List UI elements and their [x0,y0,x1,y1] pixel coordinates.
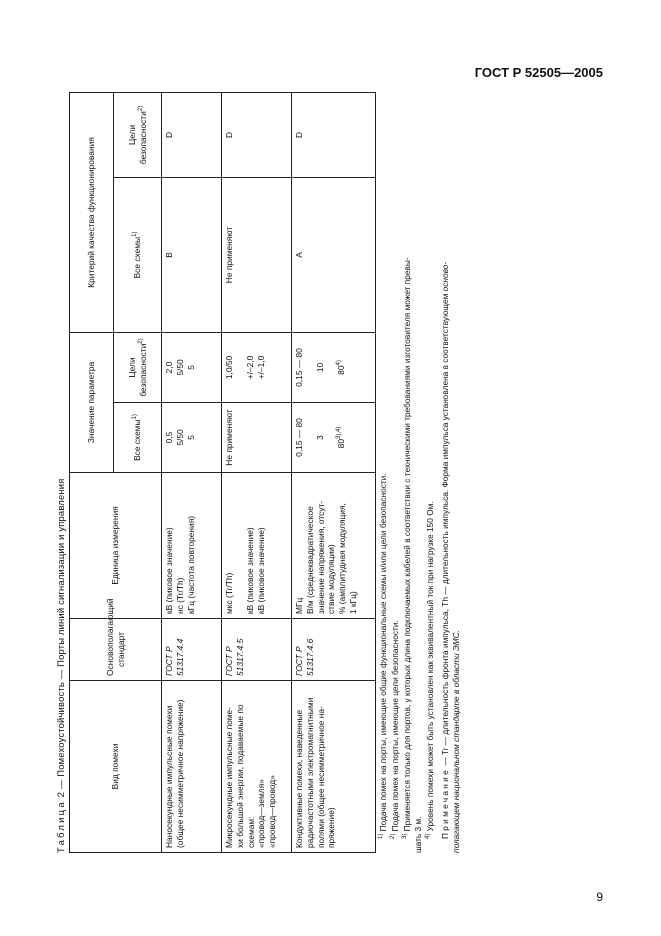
remark: Примечание — Tr — длительность фронта импульса, Th — длительность импульса. Форма импульса установлена в соответствующем осново- [440,261,450,839]
footnote-2: $^{2)}$ Подача помех на порты, имеющие цели безопасности. [389,620,400,839]
header-crit-safety: Цели безопасности$^{2)}$ [114,92,162,177]
cell-safety-values: 1,0/50 +/–2,0 +/–1,0 [222,332,292,402]
cell-crit-safety: D [292,92,376,177]
cell-all-values: Не применяют [222,403,292,473]
cell-units: мкс (Tr/Th) кВ (пиковое значение) кВ (пиковое значение) [222,473,292,619]
cell-type: Микросекундные импульсные поме- хи большой энергии, подаваемые по схемам: «провод—земля» «провод—провод» [222,681,292,853]
footnote-4: $^{4)}$ Уровень помехи может быть установлен как эквивалентный ток при нагрузке 150 Ом. [424,501,435,839]
cell-safety-values: 0,15 — 80 10 80$^{4)}$ [292,332,376,402]
cell-crit-safety: D [162,92,222,177]
cell-units: МГц В/м (среднеквадратическое значение напряжения, отсут- ствие модуляции) % (амплитудная модуляция, 1 кГц) [292,473,376,619]
remark-cont: полагающем национальном стандарте в области ЭМС. [451,630,462,853]
footnote-1: $^{1)}$ Подача помех на порты, имеющие общие функциональные схемы и/или цели безопасности. [377,473,388,839]
cell-all-values: 0,15 — 80 3 $80^{3),4)}$ [292,403,376,473]
cell-crit-all: B [162,177,222,332]
table-content [55,93,501,853]
cell-standard: ГОСТ Р 51317.4.6 [292,619,376,681]
cell-all-values: 0,5 5/50 5 [162,403,222,473]
table-row [292,92,376,852]
cell-type: Наносекундные импульсные помехи (общее несимметричное напряжение) [162,681,222,853]
header-criterion-group: Критерий качества функционирования [70,92,114,332]
immunity-table [69,92,376,853]
header-standard: Основополагающий стандарт [70,619,162,681]
footnote-3: $^{3)}$ Применяется только для портов, у которых длина подключаемых кабелей в соответствии с техническими требованиями изготовителя может превы- [401,257,412,839]
cell-type: Кондуктивные помехи, наведенные радиочастотными электромагнитными полями (общее несимметричное на- пряжение) [292,681,376,853]
header-unit: Единица измерения [70,473,162,619]
cell-crit-all: Не применяют [222,177,292,332]
header-param-group: Значение параметра [70,332,114,472]
caption-word: Таблица [55,800,66,853]
page-number: 9 [596,890,603,904]
table-caption [55,479,67,853]
cell-safety-values: 2,0 5/50 5 [162,332,222,402]
cell-standard: ГОСТ Р 51317.4.4 [162,619,222,681]
cell-crit-safety: D [222,92,292,177]
header-all-schemes: Все схемы$^{1)}$ [114,403,162,473]
header-type: Вид помехи [70,681,162,853]
rotated-table-frame [55,93,501,853]
cell-crit-all: A [292,177,376,332]
document-code: ГОСТ Р 52505—2005 [474,65,603,80]
header-safety-targets: Цели безопасности$^{2)}$ [114,332,162,402]
caption-text: 2 — Помехоустойчивость — Порты линий сигнализации и управления [55,478,66,798]
header-crit-all: Все схемы$^{1)}$ [114,177,162,332]
cell-units: кВ (пиковое значение) нс (Tr/Th) кГц (частота повторения) [162,473,222,619]
footnote-3-cont: шать 3 м. [412,816,423,853]
table-row [222,92,292,852]
table-notes [377,93,462,853]
cell-standard: ГОСТ Р 51317.4.5 [222,619,292,681]
table-row [162,92,222,852]
